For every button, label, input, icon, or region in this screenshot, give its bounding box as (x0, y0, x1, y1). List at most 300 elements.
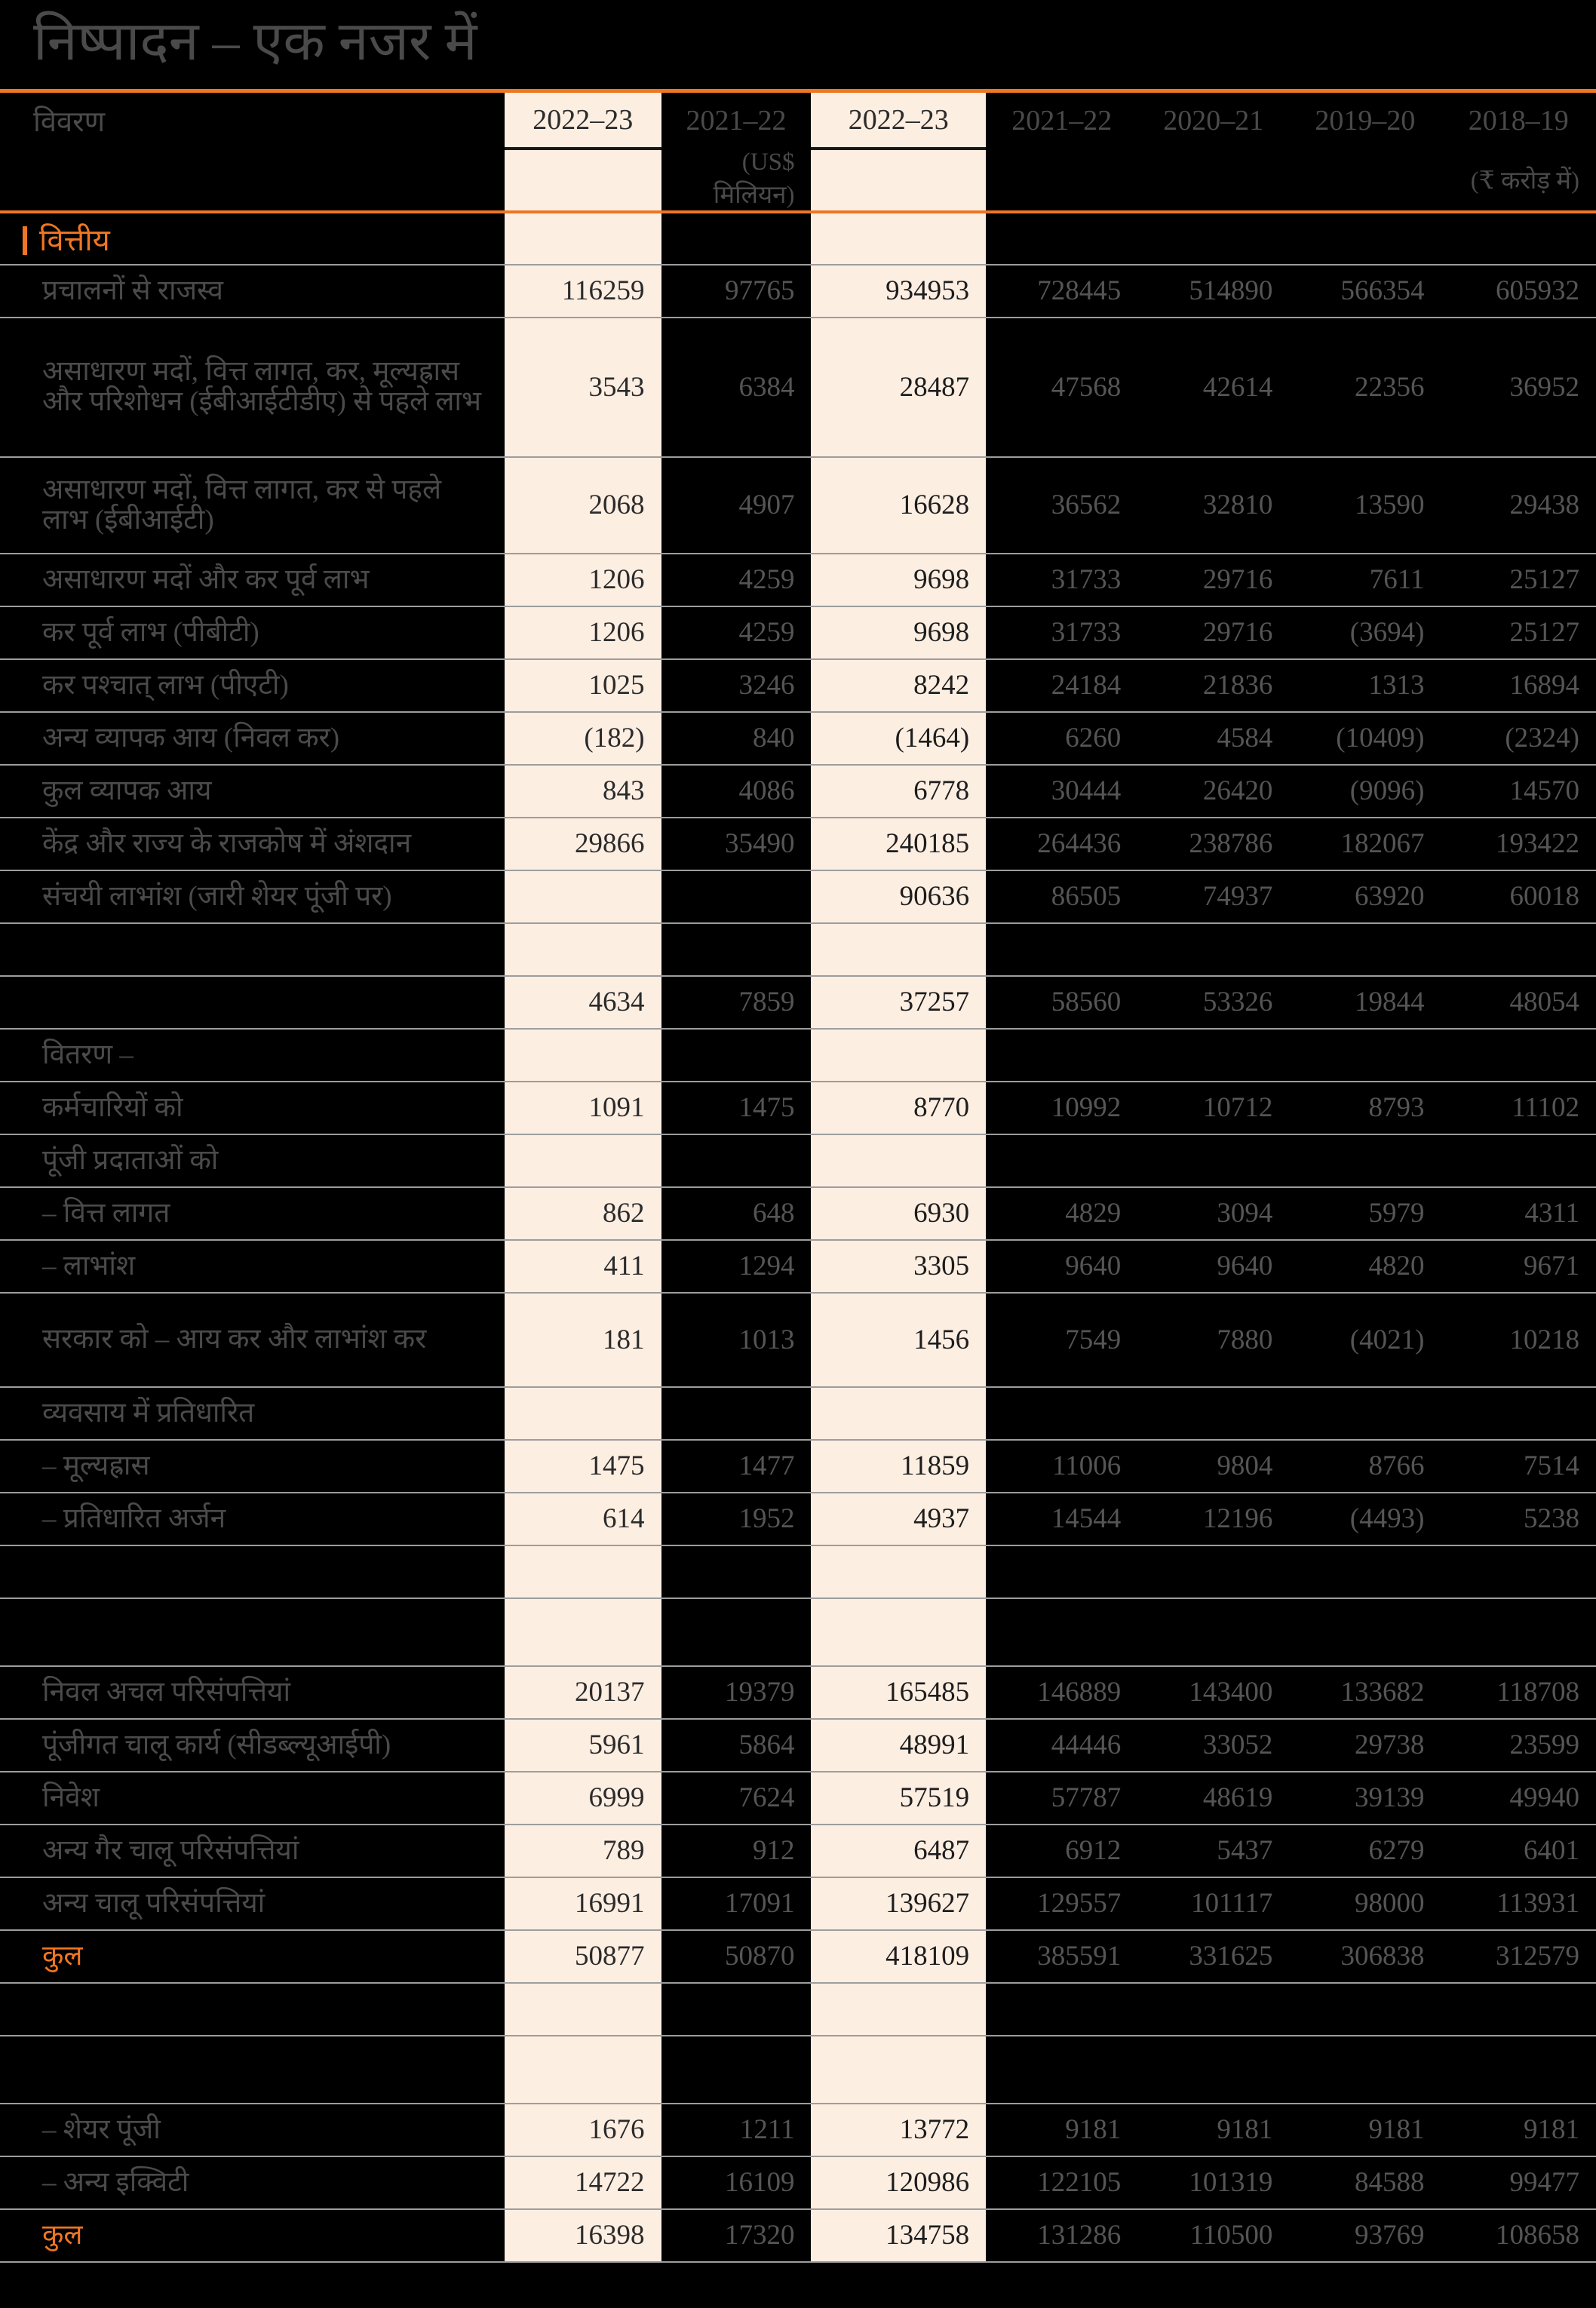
cell-value: (182) (505, 712, 661, 765)
cell-value: 1091 (505, 1082, 661, 1134)
cell-value: 99477 (1441, 2156, 1596, 2209)
table-row (0, 1134, 1596, 1187)
table-row (0, 318, 1596, 457)
section-heading-financial (0, 212, 1596, 265)
row-label: अन्य चालू परिसंपत्तियां (0, 1877, 505, 1930)
cell-value: (2324) (1441, 712, 1596, 765)
table-row (0, 1029, 1596, 1082)
row-label: संचयी लाभांश (जारी शेयर पूंजी पर) (0, 870, 505, 923)
cell-value (986, 2036, 1137, 2104)
cell-value (1137, 1598, 1289, 1666)
section-label: वित्तीय (39, 223, 110, 257)
cell-value: 146889 (986, 1666, 1137, 1719)
cell-value: 181 (505, 1293, 661, 1387)
cell-value: 50870 (661, 1930, 812, 1983)
cell-value: 605932 (1441, 265, 1596, 318)
row-label: – शेयर पूंजी (0, 2104, 505, 2156)
cell-value: 35490 (661, 818, 812, 870)
cell-value: 1456 (811, 1293, 986, 1387)
cell-value: 6912 (986, 1825, 1137, 1877)
cell-value: 48619 (1137, 1772, 1289, 1825)
table-row (0, 1387, 1596, 1440)
cell-value (661, 1387, 812, 1440)
cell-value (811, 1983, 986, 2036)
cell-value: 16628 (811, 457, 986, 554)
cell-value: 32810 (1137, 457, 1289, 554)
cell-value: 4259 (661, 554, 812, 606)
cell-value: 10712 (1137, 1082, 1289, 1134)
cell-value (1441, 1545, 1596, 1598)
cell-value: 306838 (1289, 1930, 1441, 1983)
row-label: – मूल्यह्रास (0, 1440, 505, 1493)
cell-value: (1464) (811, 712, 986, 765)
cell-value (1137, 1545, 1289, 1598)
table-row (0, 265, 1596, 318)
cell-value: 1206 (505, 606, 661, 659)
cell-value: 8766 (1289, 1440, 1441, 1493)
cell-value (1137, 1134, 1289, 1187)
cell-value: 934953 (811, 265, 986, 318)
row-label: अन्य गैर चालू परिसंपत्तियां (0, 1825, 505, 1877)
table-row (0, 2156, 1596, 2209)
cell-value: 6401 (1441, 1825, 1596, 1877)
cell-value: 1477 (661, 1440, 812, 1493)
cell-value (505, 1598, 661, 1666)
table-row (0, 2209, 1596, 2262)
cell-value: 9181 (1441, 2104, 1596, 2156)
cell-value: 9181 (1289, 2104, 1441, 2156)
cell-value (505, 870, 661, 923)
cell-value: (3694) (1289, 606, 1441, 659)
row-label: व्यवसाय में प्रतिधारित (0, 1387, 505, 1440)
units-inr-crore: (₹ करोड़ में) (986, 149, 1596, 212)
cell-value: 108658 (1441, 2209, 1596, 2262)
cell-value: 84588 (1289, 2156, 1441, 2209)
cell-value: 58560 (986, 976, 1137, 1029)
table-row (0, 1930, 1596, 1983)
table-row (0, 1082, 1596, 1134)
cell-value: 12196 (1137, 1493, 1289, 1545)
cell-value: 6279 (1289, 1825, 1441, 1877)
cell-value: 17091 (661, 1877, 812, 1930)
cell-value: 4937 (811, 1493, 986, 1545)
cell-value: 16398 (505, 2209, 661, 2262)
cell-value: 17320 (661, 2209, 812, 2262)
row-label: कुल व्यापक आय (0, 765, 505, 818)
cell-value: 331625 (1137, 1930, 1289, 1983)
row-label (0, 2036, 505, 2104)
cell-value: 9698 (811, 606, 986, 659)
cell-value (1289, 1545, 1441, 1598)
table-row (0, 818, 1596, 870)
cell-value (986, 1598, 1137, 1666)
cell-value (811, 923, 986, 976)
row-label (0, 1598, 505, 1666)
cell-value: 29438 (1441, 457, 1596, 554)
cell-value: 3094 (1137, 1187, 1289, 1240)
cell-value (661, 1545, 812, 1598)
cell-value: 16894 (1441, 659, 1596, 712)
cell-value: 131286 (986, 2209, 1137, 2262)
page-title: निष्पादन – एक नजर में (33, 11, 477, 72)
cell-value: 862 (505, 1187, 661, 1240)
cell-value: 4259 (661, 606, 812, 659)
row-label: निवेश (0, 1772, 505, 1825)
cell-value: 4829 (986, 1187, 1137, 1240)
cell-value: 8242 (811, 659, 986, 712)
cell-value: 36952 (1441, 318, 1596, 457)
cell-value: 97765 (661, 265, 812, 318)
cell-value: 240185 (811, 818, 986, 870)
cell-value: 4820 (1289, 1240, 1441, 1293)
cell-value: 182067 (1289, 818, 1441, 870)
cell-value: 4584 (1137, 712, 1289, 765)
cell-value: 418109 (811, 1930, 986, 1983)
units-spacer (0, 149, 505, 212)
cell-value: 7624 (661, 1772, 812, 1825)
cell-value: 8793 (1289, 1082, 1441, 1134)
section-marker-icon (23, 226, 27, 255)
cell-value: 13590 (1289, 457, 1441, 554)
cell-value (1137, 1983, 1289, 2036)
row-label: कर पूर्व लाभ (पीबीटी) (0, 606, 505, 659)
cell-value: 3305 (811, 1240, 986, 1293)
cell-value: 16109 (661, 2156, 812, 2209)
cell-value: 1294 (661, 1240, 812, 1293)
section-spacer-3 (811, 212, 986, 265)
cell-value: 25127 (1441, 606, 1596, 659)
cell-value: 118708 (1441, 1666, 1596, 1719)
cell-value: 3543 (505, 318, 661, 457)
cell-value (811, 1029, 986, 1082)
row-label (0, 1983, 505, 2036)
table-row (0, 1877, 1596, 1930)
units-usd-million: (US$ मिलियन) (661, 149, 812, 212)
column-header-year-inr-2019-20: 2019–20 (1289, 91, 1441, 149)
row-label: पूंजी प्रदाताओं को (0, 1134, 505, 1187)
row-label: कुल (0, 1930, 505, 1983)
cell-value: 1313 (1289, 659, 1441, 712)
row-label: सरकार को – आय कर और लाभांश कर (0, 1293, 505, 1387)
row-label: – लाभांश (0, 1240, 505, 1293)
cell-value: 42614 (1137, 318, 1289, 457)
cell-value: 48991 (811, 1719, 986, 1772)
cell-value: 122105 (986, 2156, 1137, 2209)
cell-value (986, 923, 1137, 976)
table-row (0, 1772, 1596, 1825)
table-row (0, 606, 1596, 659)
cell-value: 193422 (1441, 818, 1596, 870)
cell-value: 4907 (661, 457, 812, 554)
table-row (0, 457, 1596, 554)
cell-value: 14722 (505, 2156, 661, 2209)
cell-value (1289, 1983, 1441, 2036)
cell-value (811, 1598, 986, 1666)
table-row (0, 870, 1596, 923)
cell-value (661, 1983, 812, 2036)
cell-value: 133682 (1289, 1666, 1441, 1719)
cell-value (1441, 923, 1596, 976)
cell-value: 312579 (1441, 1930, 1596, 1983)
row-label (0, 1545, 505, 1598)
cell-value: 1211 (661, 2104, 812, 2156)
row-label (0, 923, 505, 976)
cell-value: 6260 (986, 712, 1137, 765)
table-row (0, 1240, 1596, 1293)
cell-value: 24184 (986, 659, 1137, 712)
cell-value: 165485 (811, 1666, 986, 1719)
cell-value: 4311 (1441, 1187, 1596, 1240)
cell-value (986, 1545, 1137, 1598)
cell-value: 74937 (1137, 870, 1289, 923)
cell-value: 5437 (1137, 1825, 1289, 1877)
cell-value: 566354 (1289, 265, 1441, 318)
cell-value: 23599 (1441, 1719, 1596, 1772)
table-row (0, 1293, 1596, 1387)
cell-value (505, 2036, 661, 2104)
cell-value: 1013 (661, 1293, 812, 1387)
cell-value: 116259 (505, 265, 661, 318)
cell-value: 60018 (1441, 870, 1596, 923)
row-label (0, 976, 505, 1029)
cell-value: 57787 (986, 1772, 1137, 1825)
cell-value: 86505 (986, 870, 1137, 923)
cell-value: 31733 (986, 554, 1137, 606)
cell-value: 1475 (505, 1440, 661, 1493)
cell-value: 98000 (1289, 1877, 1441, 1930)
cell-value: 10992 (986, 1082, 1137, 1134)
cell-value: 9804 (1137, 1440, 1289, 1493)
cell-value (1441, 1387, 1596, 1440)
cell-value: 25127 (1441, 554, 1596, 606)
cell-value: 134758 (811, 2209, 986, 2262)
column-header-year-inr-2022-23: 2022–23 (811, 91, 986, 149)
cell-value: 93769 (1289, 2209, 1441, 2262)
row-label: प्रचालनों से राजस्व (0, 265, 505, 318)
column-header-year-inr-2021-22: 2021–22 (986, 91, 1137, 149)
cell-value: 648 (661, 1187, 812, 1240)
cell-value: 33052 (1137, 1719, 1289, 1772)
cell-value: 19379 (661, 1666, 812, 1719)
cell-value: 9181 (1137, 2104, 1289, 2156)
cell-value: 7880 (1137, 1293, 1289, 1387)
cell-value (1137, 2036, 1289, 2104)
cell-value: 113931 (1441, 1877, 1596, 1930)
row-label: कुल (0, 2209, 505, 2262)
cell-value: 16991 (505, 1877, 661, 1930)
cell-value: 10218 (1441, 1293, 1596, 1387)
cell-value: 29716 (1137, 606, 1289, 659)
row-label: पूंजीगत चालू कार्य (सीडब्ल्यूआईपी) (0, 1719, 505, 1772)
table-row (0, 1545, 1596, 1598)
cell-value (811, 1545, 986, 1598)
table-row (0, 765, 1596, 818)
cell-value: 63920 (1289, 870, 1441, 923)
cell-value: 21836 (1137, 659, 1289, 712)
cell-value (1289, 2036, 1441, 2104)
cell-value: 4634 (505, 976, 661, 1029)
cell-value (986, 1029, 1137, 1082)
cell-value: 44446 (986, 1719, 1137, 1772)
cell-value: (4493) (1289, 1493, 1441, 1545)
cell-value: 411 (505, 1240, 661, 1293)
cell-value (661, 2036, 812, 2104)
cell-value: 1025 (505, 659, 661, 712)
cell-value: 39139 (1289, 1772, 1441, 1825)
cell-value (505, 923, 661, 976)
table-row (0, 1719, 1596, 1772)
cell-value (505, 1387, 661, 1440)
cell-value: 36562 (986, 457, 1137, 554)
row-label: असाधारण मदों और कर पूर्व लाभ (0, 554, 505, 606)
cell-value: 614 (505, 1493, 661, 1545)
cell-value: 1206 (505, 554, 661, 606)
cell-value: 57519 (811, 1772, 986, 1825)
table-row (0, 1598, 1596, 1666)
table-row (0, 1493, 1596, 1545)
cell-value: 143400 (1137, 1666, 1289, 1719)
table-row (0, 712, 1596, 765)
cell-value: (9096) (1289, 765, 1441, 818)
cell-value (1289, 1134, 1441, 1187)
cell-value (1441, 1134, 1596, 1187)
cell-value: 264436 (986, 818, 1137, 870)
cell-value: 129557 (986, 1877, 1137, 1930)
cell-value (661, 1029, 812, 1082)
cell-value: 29866 (505, 818, 661, 870)
header-row-years (0, 91, 1596, 149)
cell-value: 6930 (811, 1187, 986, 1240)
cell-value (661, 923, 812, 976)
cell-value: 1952 (661, 1493, 812, 1545)
cell-value (661, 1134, 812, 1187)
table-row (0, 923, 1596, 976)
cell-value (986, 1134, 1137, 1187)
cell-value: 514890 (1137, 265, 1289, 318)
cell-value (505, 1134, 661, 1187)
cell-value (661, 870, 812, 923)
cell-value: 29716 (1137, 554, 1289, 606)
cell-value: 385591 (986, 1930, 1137, 1983)
cell-value (986, 1387, 1137, 1440)
table-row (0, 1983, 1596, 2036)
cell-value: 238786 (1137, 818, 1289, 870)
cell-value (1137, 1387, 1289, 1440)
cell-value: 53326 (1137, 976, 1289, 1029)
table-row (0, 2104, 1596, 2156)
cell-value: 48054 (1441, 976, 1596, 1029)
units-usd-spacer (505, 149, 661, 212)
cell-value (505, 1983, 661, 2036)
cell-value: 9640 (986, 1240, 1137, 1293)
cell-value: 8770 (811, 1082, 986, 1134)
row-label: अन्य व्यापक आय (निवल कर) (0, 712, 505, 765)
cell-value (1441, 1598, 1596, 1666)
cell-value (1289, 923, 1441, 976)
units-inr-spacer (811, 149, 986, 212)
table-body (0, 212, 1596, 2262)
cell-value: 110500 (1137, 2209, 1289, 2262)
performance-table (0, 89, 1596, 2263)
cell-value: 9698 (811, 554, 986, 606)
cell-value: 9640 (1137, 1240, 1289, 1293)
cell-value: 840 (661, 712, 812, 765)
cell-value: 5238 (1441, 1493, 1596, 1545)
cell-value (811, 2036, 986, 2104)
cell-value: 5864 (661, 1719, 812, 1772)
header-row-units (0, 149, 1596, 212)
cell-value: 843 (505, 765, 661, 818)
cell-value: 28487 (811, 318, 986, 457)
section-label-cell (0, 212, 505, 265)
section-spacer-4 (986, 212, 1137, 265)
cell-value: 47568 (986, 318, 1137, 457)
cell-value (1289, 1029, 1441, 1082)
cell-value: 9181 (986, 2104, 1137, 2156)
cell-value: 1676 (505, 2104, 661, 2156)
cell-value: 6999 (505, 1772, 661, 1825)
column-header-year-inr-2020-21: 2020–21 (1137, 91, 1289, 149)
table-row (0, 2036, 1596, 2104)
cell-value: 29738 (1289, 1719, 1441, 1772)
cell-value: 101319 (1137, 2156, 1289, 2209)
cell-value (811, 1134, 986, 1187)
table-row (0, 554, 1596, 606)
table-row (0, 1825, 1596, 1877)
table-row (0, 1666, 1596, 1719)
cell-value: 11102 (1441, 1082, 1596, 1134)
cell-value: 13772 (811, 2104, 986, 2156)
cell-value: 728445 (986, 265, 1137, 318)
cell-value (1137, 1029, 1289, 1082)
cell-value: 120986 (811, 2156, 986, 2209)
table-head (0, 91, 1596, 212)
row-label: असाधारण मदों, वित्त लागत, कर से पहले लाभ (ईबीआईटी) (0, 457, 505, 554)
cell-value: 11006 (986, 1440, 1137, 1493)
row-label: – प्रतिधारित अर्जन (0, 1493, 505, 1545)
cell-value: 7514 (1441, 1440, 1596, 1493)
cell-value (661, 1598, 812, 1666)
cell-value (1289, 1598, 1441, 1666)
cell-value: 3246 (661, 659, 812, 712)
section-spacer-2 (661, 212, 812, 265)
cell-value (1441, 2036, 1596, 2104)
section-spacer-5 (1137, 212, 1289, 265)
cell-value: 22356 (1289, 318, 1441, 457)
cell-value (1441, 1983, 1596, 2036)
cell-value: 26420 (1137, 765, 1289, 818)
cell-value: 90636 (811, 870, 986, 923)
cell-value: 6384 (661, 318, 812, 457)
section-spacer-7 (1441, 212, 1596, 265)
cell-value: 20137 (505, 1666, 661, 1719)
cell-value: 19844 (1289, 976, 1441, 1029)
cell-value: 14570 (1441, 765, 1596, 818)
section-spacer-6 (1289, 212, 1441, 265)
cell-value (1289, 1387, 1441, 1440)
section-spacer-1 (505, 212, 661, 265)
column-header-year-inr-2018-19: 2018–19 (1441, 91, 1596, 149)
column-header-year-usd-2022-23: 2022–23 (505, 91, 661, 149)
cell-value (505, 1029, 661, 1082)
cell-value: 2068 (505, 457, 661, 554)
cell-value: 6778 (811, 765, 986, 818)
cell-value: 5979 (1289, 1187, 1441, 1240)
row-label: निवल अचल परिसंपत्तियां (0, 1666, 505, 1719)
cell-value: (4021) (1289, 1293, 1441, 1387)
row-label: – अन्य इक्विटी (0, 2156, 505, 2209)
cell-value: (10409) (1289, 712, 1441, 765)
